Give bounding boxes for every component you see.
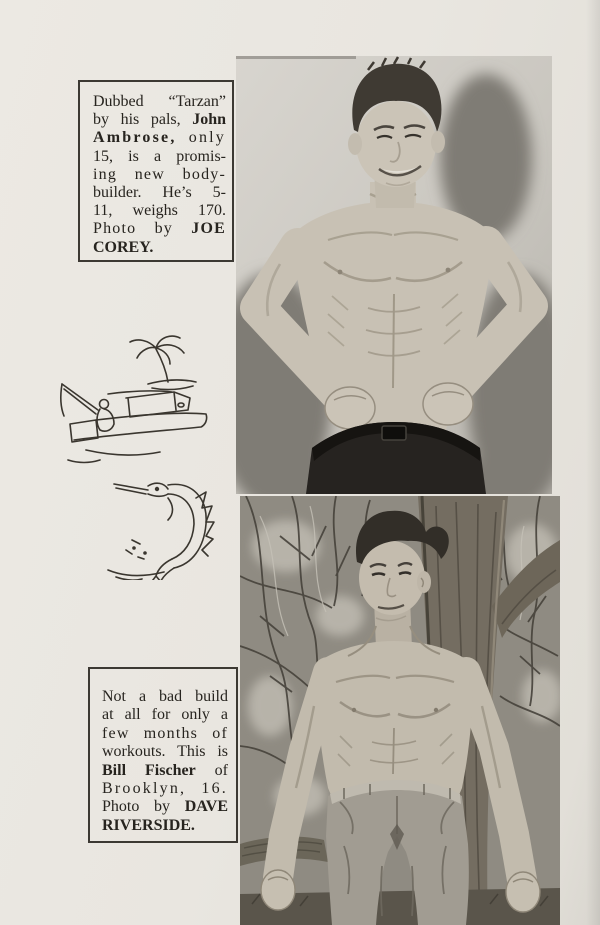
caption-box-bill-fischer xyxy=(88,667,238,843)
photo-john-ambrose xyxy=(236,56,552,494)
caption-text: only xyxy=(176,129,226,147)
caption-text-bold: JOE xyxy=(191,220,226,238)
caption-text-bold: COREY. xyxy=(93,238,154,256)
caption-text: Photo by xyxy=(93,220,192,238)
belt-buckle xyxy=(382,426,406,440)
detail xyxy=(446,268,451,273)
caption-text: Photo by xyxy=(102,798,185,816)
caption-line xyxy=(93,166,226,184)
fishing-sketch-illustration xyxy=(56,332,218,580)
caption-line xyxy=(93,111,226,129)
caption-line xyxy=(102,780,228,798)
caption-line xyxy=(93,202,226,220)
caption-text: Brooklyn, 16. xyxy=(102,780,228,798)
caption-line xyxy=(93,148,226,166)
detail xyxy=(338,270,343,275)
caption-line xyxy=(102,798,228,816)
caption-text: workouts. This is xyxy=(102,743,228,761)
caption-text-bold: John xyxy=(192,111,226,129)
photo-bill-fischer xyxy=(240,496,560,925)
caption-text-bold: Bill Fischer xyxy=(102,761,196,779)
boat-and-angler xyxy=(61,384,207,463)
caption-text: of xyxy=(195,761,229,779)
caption-text: few months of xyxy=(102,724,228,742)
caption-line xyxy=(102,706,228,724)
caption-text: by his pals, xyxy=(93,111,193,129)
caption-text-bold: RIVERSIDE. xyxy=(102,816,195,834)
torso xyxy=(316,641,473,802)
caption-line xyxy=(102,762,228,780)
leaping-marlin xyxy=(108,483,214,580)
caption-line xyxy=(93,184,226,202)
caption-line xyxy=(93,239,226,257)
caption-line xyxy=(102,743,228,761)
caption-text: builder. He’s 5- xyxy=(93,184,226,202)
caption-text: 11, weighs 170. xyxy=(93,202,226,220)
caption-line xyxy=(93,220,226,238)
caption-line xyxy=(102,817,228,835)
caption-box-john-ambrose xyxy=(78,80,234,262)
caption-line xyxy=(102,725,228,743)
caption-text: 15, is a promis- xyxy=(93,147,226,165)
photo-top-edge xyxy=(236,56,356,59)
caption-text-bold: DAVE xyxy=(184,798,228,816)
caption-text: Dubbed “Tarzan” xyxy=(93,93,226,110)
caption-text: Not a bad build xyxy=(102,688,228,705)
detail xyxy=(352,708,356,712)
caption-text: ing new body- xyxy=(93,165,226,183)
palm-islet xyxy=(108,336,196,394)
detail xyxy=(434,708,438,712)
caption-text: at all for only a xyxy=(102,706,228,724)
caption-line xyxy=(93,93,226,111)
caption-line xyxy=(102,688,228,706)
caption-text-bold: Ambrose, xyxy=(93,129,177,147)
caption-line xyxy=(93,129,226,147)
